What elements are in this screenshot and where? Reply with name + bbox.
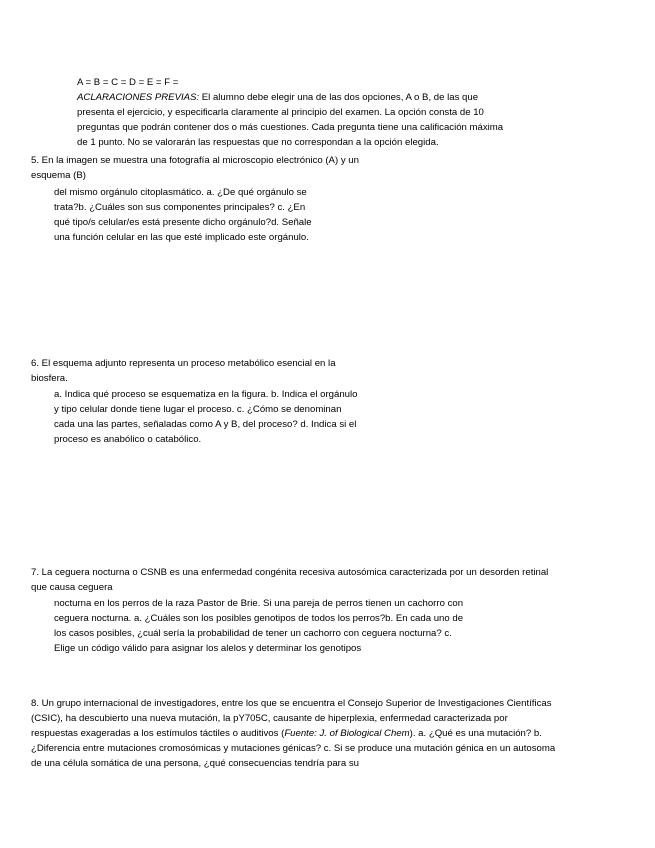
aclaraciones-line: preguntas que podrán contener dos o más cuestiones. Cada pregunta tiene una calificación máxima <box>77 122 504 133</box>
exam-instructions <box>77 75 503 150</box>
q5-intro-line: 5. En la imagen se muestra una fotografía al microscopio electrónico (A) y un <box>31 155 359 166</box>
q8-line-source <box>31 726 555 741</box>
question-6-body <box>54 387 357 447</box>
question-7-intro <box>31 565 548 595</box>
q5-body-line: trata?b. ¿Cuáles son sus componentes principales? c. ¿En <box>54 202 306 213</box>
q8-line3-after: ). a. ¿Qué es una mutación? b. <box>409 728 542 739</box>
aclaraciones-text: El alumno debe elegir una de las dos opciones, A o B, de las que <box>201 92 479 103</box>
question-6-intro <box>31 356 336 386</box>
q7-intro-line: 7. La ceguera nocturna o CSNB es una enfermedad congénita recesiva autosómica caracterizada por un desorden retinal <box>31 567 549 578</box>
q7-body-line: Elige un código válido para asignar los alelos y determinar los genotipos <box>54 643 362 654</box>
aclaraciones-label: ACLARACIONES PREVIAS: <box>77 92 200 103</box>
q8-line3-before: respuestas exageradas a los estímulos táctiles o auditivos ( <box>31 728 285 739</box>
q7-body-line: ceguera nocturna. a. ¿Cuáles son los posibles genotipos de todos los perros?b. En cada uno de <box>54 613 464 624</box>
q6-body-line: cada una las partes, señaladas como A y B, del proceso? d. Indica si el <box>54 419 357 430</box>
question-5-body <box>54 185 312 245</box>
q7-body-line: los casos posibles, ¿cuál sería la probabilidad de tener un cachorro con ceguera nocturna? c. <box>54 628 452 639</box>
q8-line: ¿Diferencia entre mutaciones cromosómicas y mutaciones génicas? c. Si se produce una mutación génica en un autosoma <box>31 743 556 754</box>
q6-body-line: proceso es anabólico o catabólico. <box>54 434 202 445</box>
q8-source-citation: Fuente: J. of Biological Chem <box>284 728 410 739</box>
q6-body-line: y tipo celular donde tiene lugar el proceso. c. ¿Cómo se denominan <box>54 404 342 415</box>
q7-body-line: nocturna en los perros de la raza Pastor de Brie. Si una pareja de perros tienen un cachorro con <box>54 598 464 609</box>
q8-line: 8. Un grupo internacional de investigadores, entre los que se encuentra el Consejo Superior de Investigaciones Científicas <box>31 698 552 709</box>
question-7-body <box>54 596 463 656</box>
q7-intro-line: que causa ceguera <box>31 582 113 593</box>
question-5-intro <box>31 153 359 183</box>
q5-intro-line: esquema (B) <box>31 170 86 181</box>
q6-intro-line: biosfera. <box>31 373 68 384</box>
q8-line: de una célula somática de una persona, ¿qué consecuencias tendría para su <box>31 758 360 769</box>
aclaraciones-line: de 1 punto. No se valorarán las respuestas que no correspondan a la opción elegida. <box>77 137 439 148</box>
question-8 <box>31 696 555 771</box>
q6-body-line: a. Indica qué proceso se esquematiza en la figura. b. Indica el orgánulo <box>54 389 358 400</box>
q5-body-line: del mismo orgánulo citoplasmático. a. ¿De qué orgánulo se <box>54 187 307 198</box>
q6-intro-line: 6. El esquema adjunto representa un proceso metabólico esencial en la <box>31 358 336 369</box>
option-variables: A = B = C = D = E = F = <box>77 77 179 88</box>
q5-body-line: qué tipo/s celular/es está presente dicho orgánulo?d. Señale <box>54 217 312 228</box>
aclaraciones-line: presenta el ejercicio, y especificarla claramente al principio del examen. La opción consta de 10 <box>77 107 484 118</box>
q8-line: (CSIC), ha descubierto una nueva mutación, la pY705C, causante de hiperplexia, enfermedad caracterizada por <box>31 713 508 724</box>
aclaraciones-first-line <box>77 90 503 105</box>
q5-body-line: una función celular en las que esté implicado este orgánulo. <box>54 232 309 243</box>
